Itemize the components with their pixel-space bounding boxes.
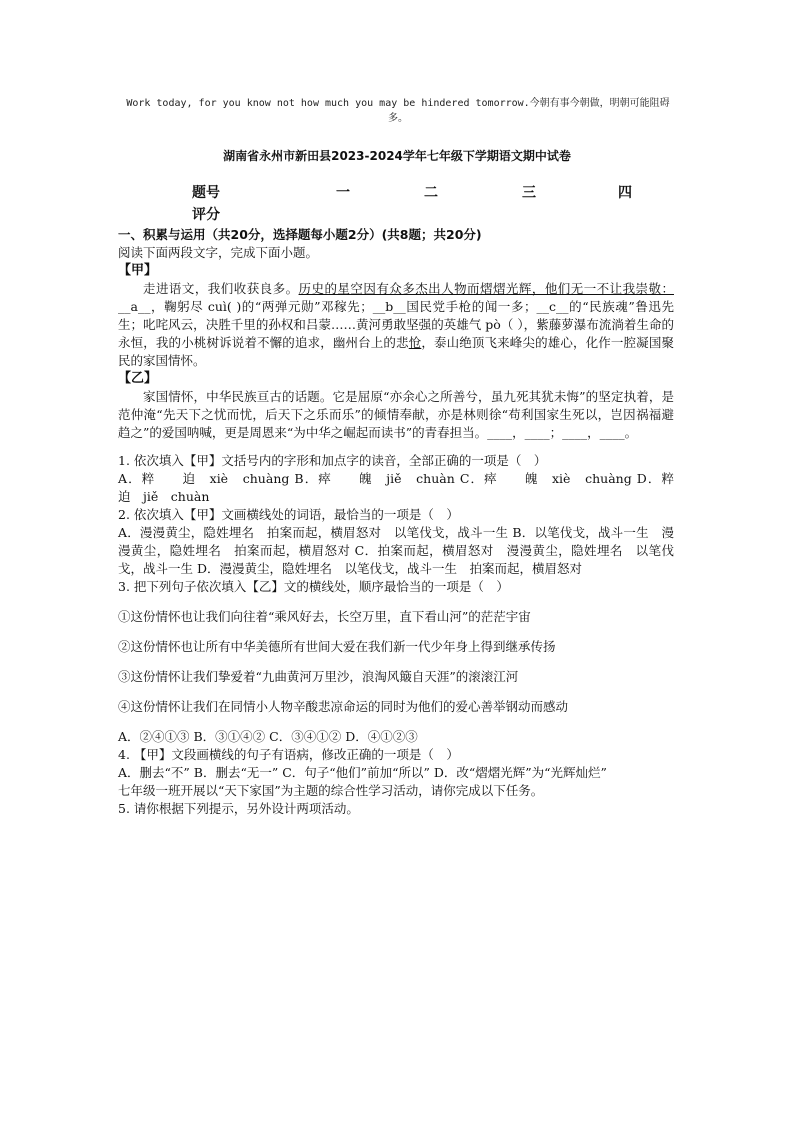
header-label: 题号	[192, 185, 220, 201]
q1-options: A．粹 迫 xiè chuàng B．瘁 魄 jiě chuàn C．瘁 魄 xiè chuàng D．粹 迫 jiě chuàn	[118, 471, 700, 504]
column-3: 三	[522, 185, 536, 201]
jia-underlined-char: 怆	[408, 335, 422, 350]
yi-passage: 家国情怀，中华民族亘古的话题。它是屈原“亦余心之所善兮，虽九死其犹未悔”的坚定执着，是范仲淹“先天下之忧而忧，后天下之乐而乐”的倾情奉献，亦是林则徐“苟利国家生死以，岂因祸福避趋之”的爱国呐喊，更是周恩来“为中华之崛起而读书”的青春担当。____，____；____，____。	[118, 389, 674, 440]
jia-label: 【甲】	[118, 263, 158, 278]
exam-title: 湖南省永州市新田县2023-2024学年七年级下学期语文期中试卷	[223, 149, 571, 163]
q4-stem: 4. 【甲】文段画横线的句子有语病，修改正确的一项是（ ）	[118, 747, 459, 762]
q2-options: A．漫漫黄尘，隐姓埋名 拍案而起，横眉怒对 以笔伐戈，战斗一生 B．以笔伐戈，战斗一生 漫漫黄尘，隐姓埋名 拍案而起，横眉怒对 C．拍案而起，横眉怒对 漫漫黄尘，隐姓埋名 以笔伐戈，战斗一生 D．漫漫黄尘，隐姓埋名 以笔伐戈，战斗一生 拍案而起，横眉怒对	[118, 525, 674, 576]
column-1: 一	[336, 185, 350, 201]
jia-sentence-2: __a__，鞠躬尽 cuì( )的“两弹元勋”邓稼先；__b__国民党手枪的闻一多；__c__的“民族魂”鲁迅先生；叱咤风云，决胜千里的孙权和吕蒙……黄河勇敢坚强的英雄气 pò（ ），紫藤萝瀑布流淌着生命的永恒，我的小桃树诉说着不懈的追求，幽州台上的悲	[118, 299, 674, 350]
section-heading: 一、积累与运用（共20分，选择题每小题2分）(共8题；共20分)	[118, 227, 482, 242]
q3-options: A．②④①③ B．③①④② C．③④①② D．④①②③	[118, 729, 418, 744]
q3-sentence-3: ③这份情怀让我们挚爱着“九曲黄河万里沙，浪淘风簸自天涯”的滚滚江河	[118, 669, 519, 684]
q5-stem: 5. 请你根据下列提示，另外设计两项活动。	[118, 801, 359, 816]
jia-passage	[118, 280, 674, 370]
instruction-text: 阅读下面两段文字，完成下面小题。	[118, 245, 319, 260]
exam-body	[118, 226, 700, 818]
yi-label: 【乙】	[118, 371, 158, 386]
column-2: 二	[424, 185, 438, 201]
q4-options: A．删去“不” B．删去“无一” C．句子“他们”前加“所以” D．改“熠熠光辉”为“光辉灿烂”	[118, 765, 607, 780]
row-label: 评分	[192, 207, 220, 223]
jia-sentence-1: 走进语文，我们收获良多。	[143, 281, 299, 296]
q3-sentence-1: ①这份情怀也让我们向往着“乘风好去，长空万里，直下看山河”的茫茫宇宙	[118, 609, 531, 624]
q1-stem: 1. 依次填入【甲】文括号内的字形和加点字的读音，全部正确的一项是（ ）	[118, 453, 547, 468]
column-4: 四	[618, 185, 632, 201]
motto-header: Work today, for you know not how much you may be hindered tomorrow.今朝有事今朝做，明朝可能阻碍多。	[126, 98, 670, 124]
q3-sentence-2: ②这份情怀也让所有中华美德所有世间大爱在我们新一代少年身上得到继承传扬	[118, 639, 556, 654]
q3-sentence-4: ④这份情怀让我们在同情小人物辛酸悲凉命运的同时为他们的爱心善举钢动而感动	[118, 699, 569, 714]
task-intro: 七年级一班开展以“天下家国”为主题的综合性学习活动，请你完成以下任务。	[118, 783, 544, 798]
jia-sentence-3: ，泰山绝顶飞来峰尖的雄心，化作一腔凝国聚民的家国情怀。	[118, 335, 674, 368]
q3-stem: 3. 把下列句子依次填入【乙】文的横线处，顺序最恰当的一项是（ ）	[118, 579, 509, 594]
jia-underlined-sentence: 历史的星空因有众多杰出人物而熠熠光辉，他们无一不让我崇敬：	[298, 281, 674, 296]
q2-stem: 2. 依次填入【甲】文画横线处的词语，最恰当的一项是（ ）	[118, 507, 459, 522]
